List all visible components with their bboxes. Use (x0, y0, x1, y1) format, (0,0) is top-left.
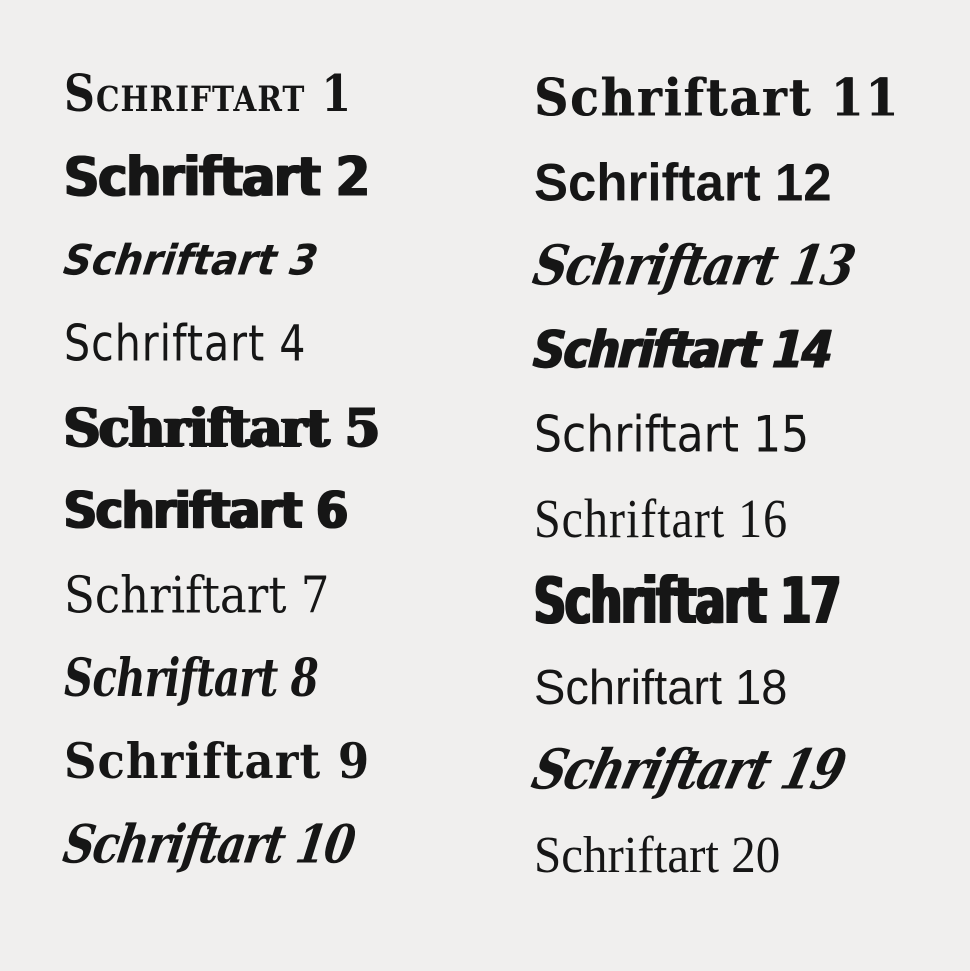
font-sample-16-label: Schriftart 16 (534, 487, 789, 549)
font-sample-12-label: Schriftart 12 (534, 152, 832, 212)
font-sample-18-label: Schriftart 18 (534, 658, 788, 714)
font-sample-3-label: Schriftart 3 (60, 236, 321, 285)
font-sample-16 (534, 476, 964, 560)
font-sample-15-label: Schriftart 15 (534, 404, 810, 464)
font-sample-17-label: Schriftart 17 (534, 564, 841, 639)
font-sample-1-label: Schriftart 1 (64, 63, 353, 123)
font-sample-15 (534, 392, 964, 476)
font-sample-9 (64, 720, 494, 804)
font-column-left (59, 52, 494, 887)
font-sample-18 (534, 644, 964, 728)
font-sample-5-label: Schriftart 5 (64, 396, 379, 459)
font-sample-12 (534, 140, 964, 224)
font-sample-19-label: Schriftart 19 (526, 737, 852, 802)
font-sample-14 (531, 308, 964, 392)
font-sample-20-label: Schriftart 20 (534, 824, 781, 884)
font-sample-14-label: Schriftart 14 (531, 319, 834, 381)
font-sample-6 (64, 470, 494, 554)
font-sample-8 (64, 637, 494, 721)
font-sample-4 (64, 303, 494, 387)
font-sample-4-label: Schriftart 4 (64, 314, 307, 373)
font-sample-1 (64, 52, 494, 136)
font-sample-17 (534, 560, 964, 644)
font-sample-7-label: Schriftart 7 (64, 565, 330, 625)
font-sample-13 (528, 224, 964, 308)
font-sample-6-label: Schriftart 6 (64, 481, 348, 541)
font-sample-7 (64, 553, 494, 637)
font-sample-11 (534, 56, 964, 140)
font-sample-2 (64, 136, 494, 220)
font-sample-13-label: Schriftart 13 (528, 233, 859, 298)
font-sample-19 (526, 728, 964, 812)
font-column-right (526, 56, 964, 896)
font-sample-8-label: Schriftart 8 (64, 647, 318, 710)
font-sample-11-label: Schriftart 11 (534, 67, 900, 129)
font-sample-10 (59, 804, 494, 888)
font-sample-10-label: Schriftart 10 (59, 814, 358, 877)
font-sample-3 (60, 219, 494, 303)
font-sample-2-label: Schriftart 2 (64, 145, 369, 209)
font-sample-9-label: Schriftart 9 (64, 733, 371, 791)
font-sample-5 (64, 386, 494, 470)
font-sample-20 (534, 812, 964, 896)
